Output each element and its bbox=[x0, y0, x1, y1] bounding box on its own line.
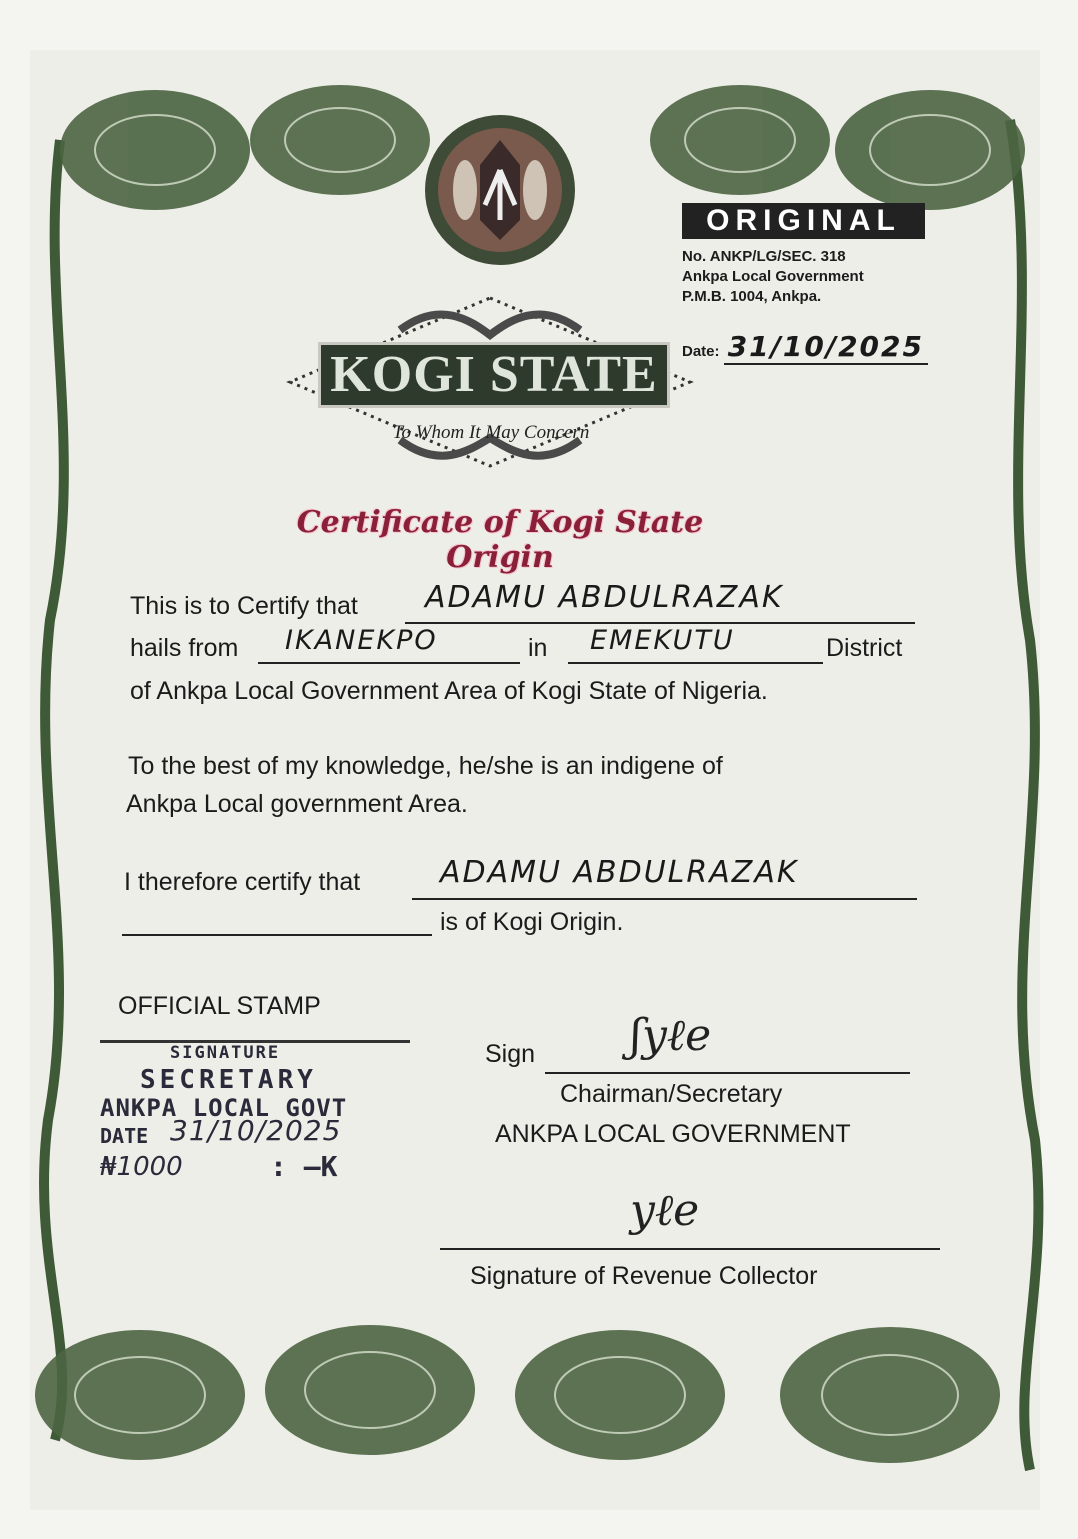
name-underline bbox=[405, 622, 915, 624]
hails-from-label: hails from bbox=[130, 634, 239, 662]
reference-number: No. ANKP/LG/SEC. 318 bbox=[682, 248, 846, 265]
office-address: P.M.B. 1004, Ankpa. bbox=[682, 288, 822, 305]
certified-name: ADAMU ABDULRAZAK bbox=[425, 580, 784, 615]
stamp-amount: ₦1000 bbox=[100, 1152, 183, 1182]
to-whom-line: To Whom It May Concern bbox=[392, 422, 590, 443]
date-value: 31/10/2025 bbox=[724, 330, 928, 365]
certify-prefix: This is to Certify that bbox=[130, 592, 358, 620]
revenue-underline bbox=[440, 1248, 940, 1250]
certificate-title: Certificate of Kogi State Origin bbox=[296, 505, 704, 575]
certify-name-underline bbox=[412, 898, 917, 900]
stamp-secretary: SECRETARY bbox=[140, 1065, 317, 1095]
official-stamp bbox=[90, 1040, 420, 1190]
revenue-collector-signature: yℓe bbox=[630, 1185, 700, 1236]
district-underline bbox=[568, 662, 823, 664]
therefore-certify-label: I therefore certify that bbox=[124, 868, 361, 896]
district-name: EMEKUTU bbox=[590, 625, 735, 656]
date-label: Date: bbox=[682, 343, 720, 360]
indigene-line-2: Ankpa Local government Area. bbox=[126, 790, 468, 818]
stamp-signature-word: SIGNATURE bbox=[170, 1043, 281, 1063]
indigene-line-1: To the best of my knowledge, he/she is an indigene of bbox=[128, 752, 723, 780]
certify-name: ADAMU ABDULRAZAK bbox=[440, 855, 799, 890]
sign-label: Sign bbox=[485, 1040, 536, 1068]
chairman-secretary-label: Chairman/Secretary bbox=[560, 1080, 783, 1108]
original-label: ORIGINAL bbox=[682, 203, 925, 239]
stamp-kobo: : —K bbox=[270, 1150, 338, 1183]
chairman-signature: ʃyℓe bbox=[630, 1010, 712, 1061]
lga-line: of Ankpa Local Government Area of Kogi State of Nigeria. bbox=[130, 677, 768, 705]
hometown-underline bbox=[258, 662, 520, 664]
office-name: Ankpa Local Government bbox=[682, 268, 864, 285]
stamp-date-label: DATE bbox=[100, 1124, 149, 1148]
in-label: in bbox=[528, 634, 548, 662]
sign-underline bbox=[545, 1072, 910, 1074]
local-government-label: ANKPA LOCAL GOVERNMENT bbox=[495, 1120, 851, 1148]
revenue-collector-label: Signature of Revenue Collector bbox=[470, 1262, 818, 1290]
official-stamp-heading: OFFICIAL STAMP bbox=[118, 992, 321, 1020]
kogi-origin-text: is of Kogi Origin. bbox=[440, 908, 624, 936]
stamp-office: ANKPA LOCAL GOVT bbox=[100, 1094, 348, 1122]
state-title: KOGI STATE bbox=[318, 342, 670, 408]
hometown: IKANEKPO bbox=[285, 625, 438, 656]
blank-underline bbox=[122, 934, 432, 936]
district-label: District bbox=[826, 634, 903, 662]
issue-date bbox=[682, 330, 928, 363]
stamp-date-value: 31/10/2025 bbox=[170, 1114, 342, 1147]
coat-of-arms-icon bbox=[420, 110, 580, 270]
